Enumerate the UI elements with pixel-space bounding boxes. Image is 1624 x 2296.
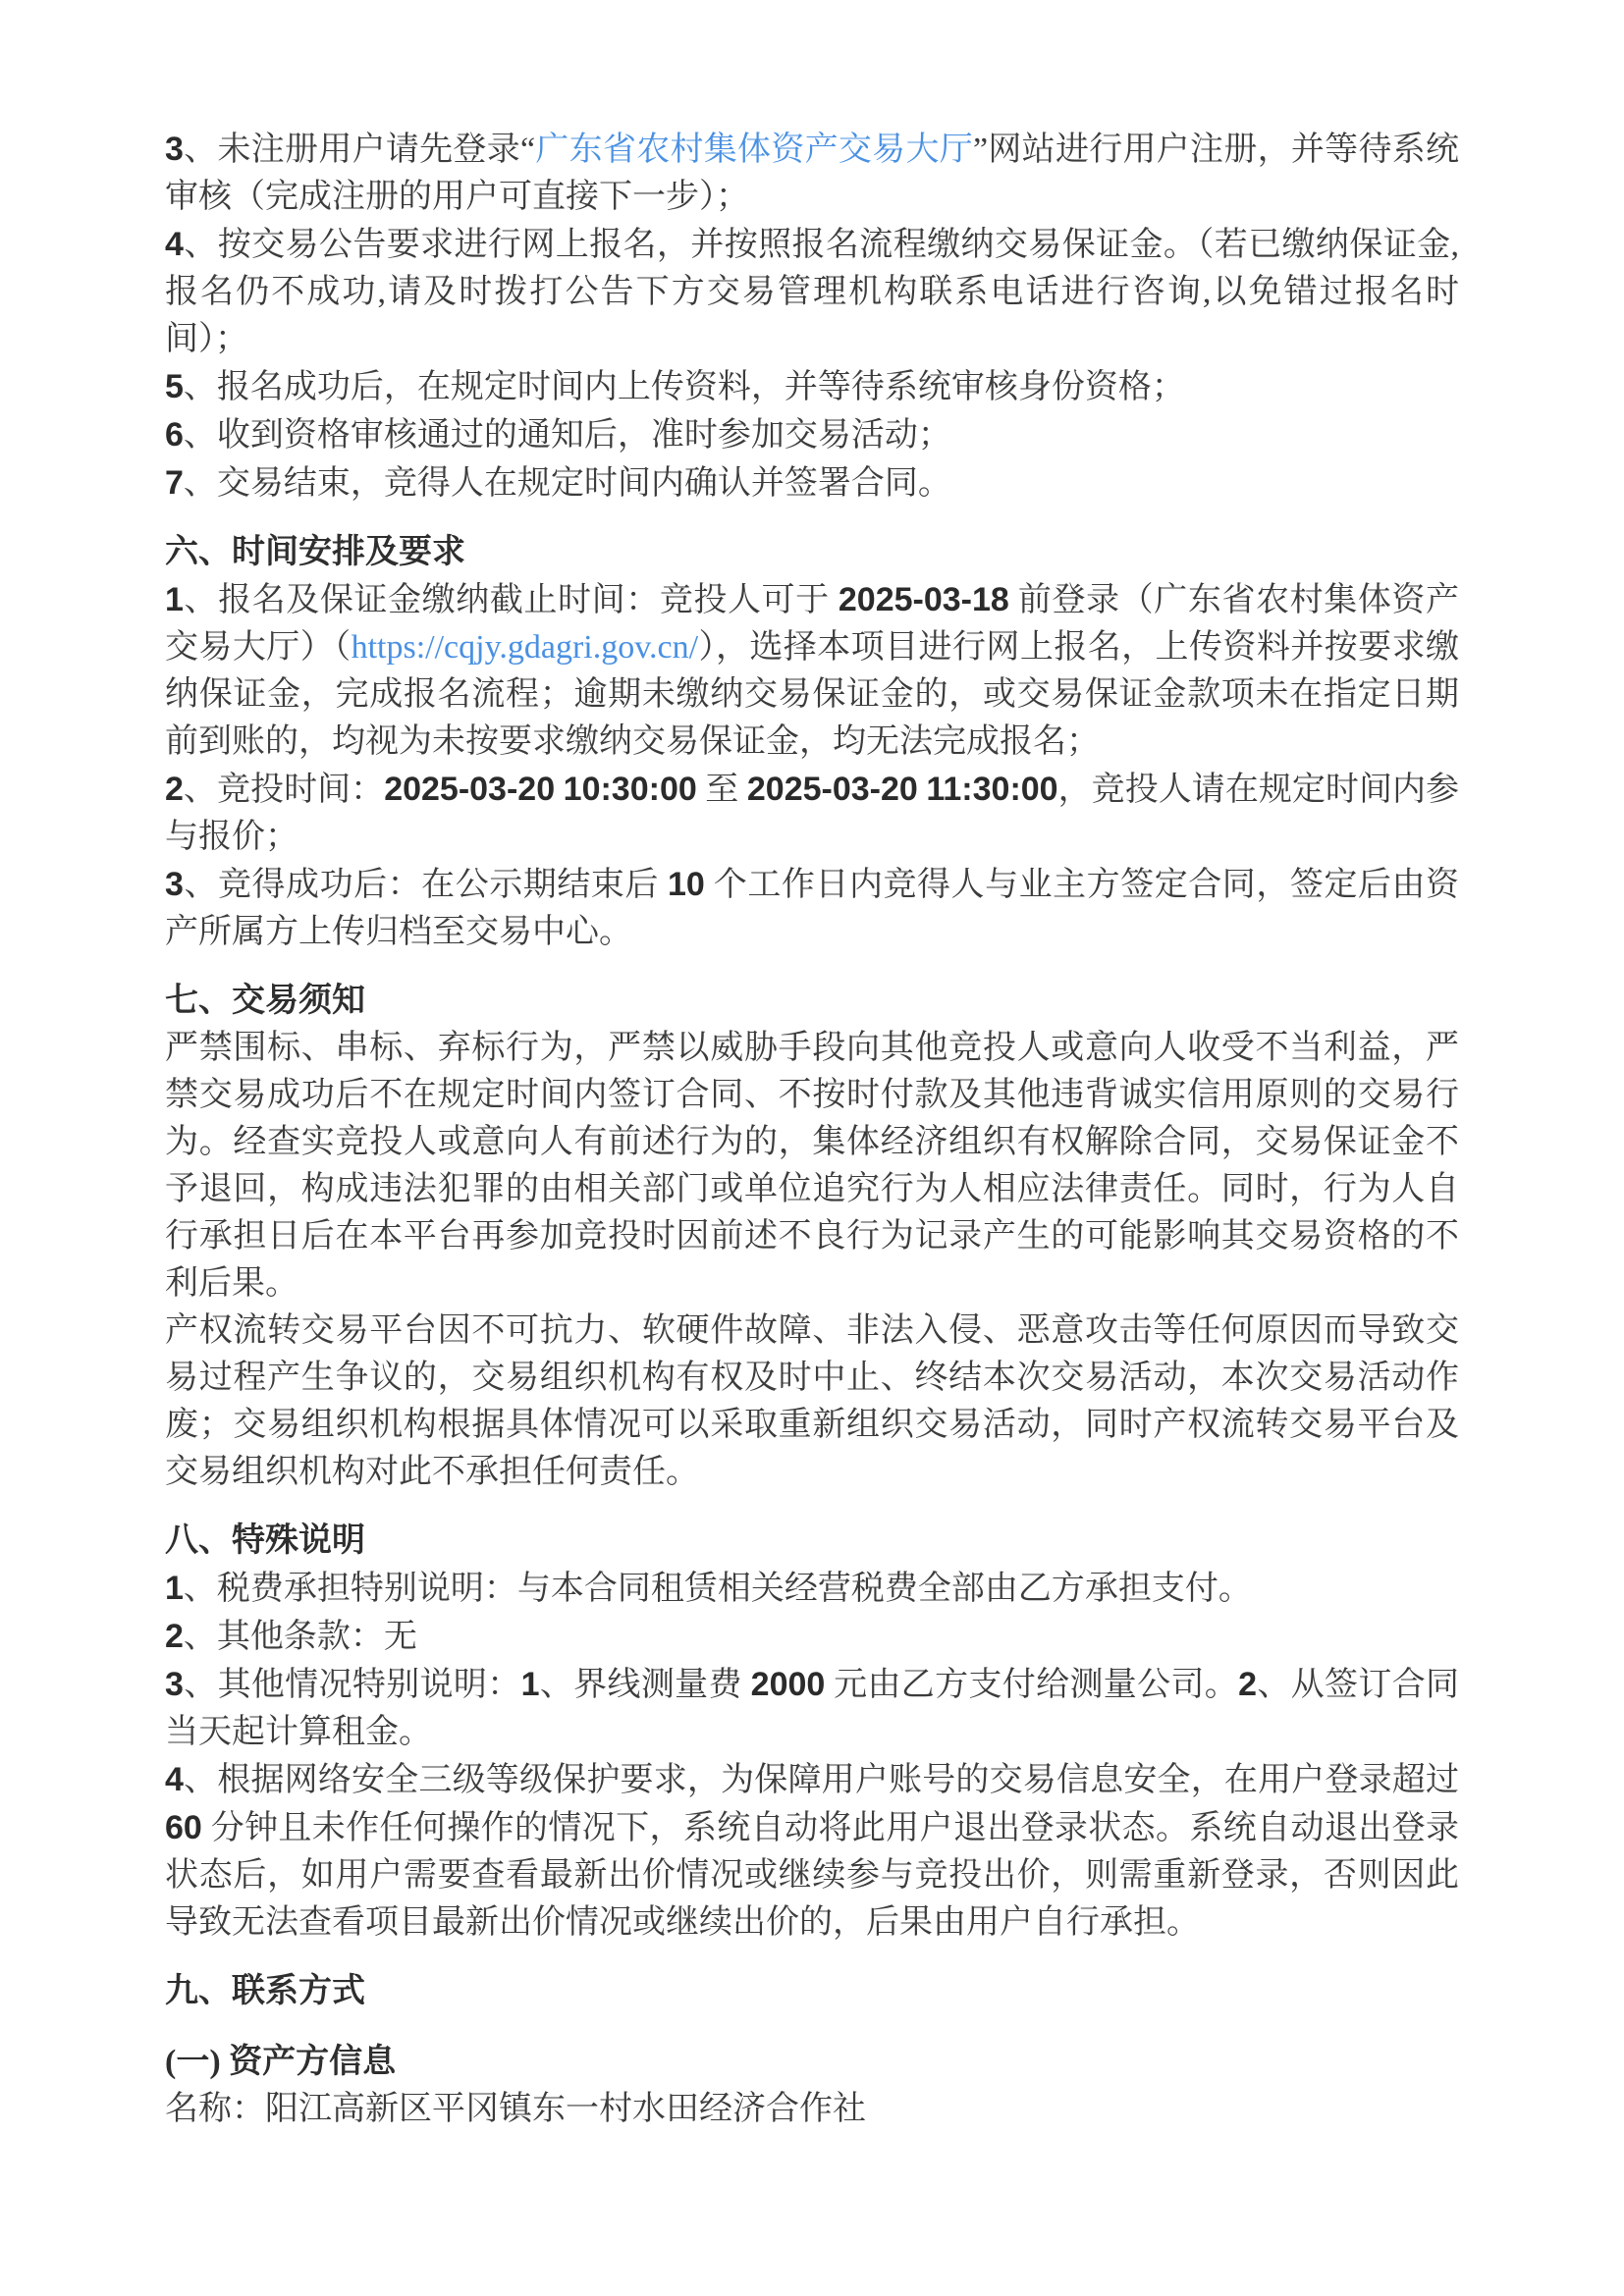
numeric-text: 6 <box>165 416 184 454</box>
text-segment: (一) 资产方信息 <box>165 2044 397 2080</box>
text-segment: 名称：阳江高新区平冈镇东一村水田经济合作社 <box>165 2091 866 2127</box>
numeric-text: 4 <box>165 226 184 263</box>
section-6-item-2 <box>165 766 1459 861</box>
numeric-text: 3 <box>165 1666 184 1703</box>
asset-party-heading <box>165 2039 1459 2086</box>
text-segment: 严禁围标、串标、弃标行为，严禁以威胁手段向其他竞投人或意向人收受不当利益，严禁交易成功后不在规定时间内签订合同、不按时付款及其他违背诚实信用原则的交易行为。经查实竞投人或意向人有前述行为的，集体经济组织有权解除合同，交易保证金不予退回，构成违法犯罪的由相关部门或单位追究行为人相应法律责任。同时，行为人自行承担日后在本平台再参加竞投时因前述不良行为记录产生的可能影响其交易资格的不利后果。 <box>165 1030 1459 1302</box>
numeric-text: 2025-03-20 <box>384 771 556 808</box>
text-segment: 八、特殊说明 <box>165 1522 365 1559</box>
text-segment: 7、交易结束，竞得人在规定时间内确认并签署合同。 <box>165 464 951 502</box>
section-8-item-4 <box>165 1756 1459 1947</box>
text-segment: ），选择本项目进行网上报名，上传资料并按要求缴纳保证金，完成报名流程；逾期未缴纳交易保证金的，或交易保证金款项未在指定日期前到账的，均视为未按要求缴纳交易保证金，均无法完成报名； <box>165 629 1460 760</box>
text-segment: 5、报名成功后，在规定时间内上传资料，并等待系统审核身份资格； <box>165 368 1185 405</box>
step-6 <box>165 411 1459 459</box>
section-7-heading <box>165 978 1459 1025</box>
numeric-text: 2 <box>165 771 184 808</box>
numeric-text: 3 <box>165 131 184 168</box>
text-segment: 3、其他情况特别说明：1、界线测量费 2000 元由乙方支付给测量公司。2、从签订合同当天起计算租金。 <box>165 1666 1460 1750</box>
text-segment: 1、报名及保证金缴纳截止时间：竞投人可于 2025-03-18 前登录（广东省农村集体资产交易大厅）（ <box>165 581 1460 666</box>
numeric-text: 10:30:00 <box>563 771 697 808</box>
numeric-text: 4 <box>165 1761 184 1798</box>
numeric-text: 3 <box>165 866 184 903</box>
section-8-item-2 <box>165 1613 1459 1661</box>
section-7-para-2 <box>165 1308 1459 1496</box>
numeric-text: 1 <box>165 581 184 618</box>
text-segment: 产权流转交易平台因不可抗力、软硬件故障、非法入侵、恶意攻击等任何原因而导致交易过程产生争议的，交易组织机构有权及时中止、终结本次交易活动，本次交易活动作废；交易组织机构根据具体情况可以采取重新组织交易活动，同时产权流转交易平台及交易组织机构对此不承担任何责任。 <box>165 1312 1459 1490</box>
step-5 <box>165 363 1459 411</box>
numeric-text: 60 <box>165 1809 202 1846</box>
inline-link[interactable]: 广东省农村集体资产交易大厅 <box>535 132 974 168</box>
text-segment: 六、时间安排及要求 <box>165 534 465 570</box>
numeric-text: 2025-03-20 <box>746 771 918 808</box>
text-segment: 3、竞得成功后：在公示期结束后 10 个工作日内竞得人与业主方签定合同，签定后由资产所属方上传归档至交易中心。 <box>165 866 1460 950</box>
inline-link[interactable]: https://cqjy.gdagri.gov.cn/ <box>351 629 699 666</box>
numeric-text: 11:30:00 <box>926 771 1058 808</box>
numeric-text: 2000 <box>750 1666 826 1703</box>
step-3 <box>165 126 1459 221</box>
text-segment: 1、税费承担特别说明：与本合同租赁相关经营税费全部由乙方承担支付。 <box>165 1570 1252 1607</box>
step-4 <box>165 221 1459 363</box>
text-segment: 九、联系方式 <box>165 1973 365 2009</box>
text-segment: 6、收到资格审核通过的通知后，准时参加交易活动； <box>165 416 951 454</box>
step-7 <box>165 459 1459 507</box>
section-8-item-3 <box>165 1661 1459 1756</box>
asset-party-name <box>165 2086 1459 2133</box>
numeric-text: 1 <box>165 1570 184 1607</box>
numeric-text: 1 <box>520 1666 540 1703</box>
section-6-item-1 <box>165 576 1459 766</box>
numeric-text: 2 <box>1238 1666 1258 1703</box>
text-segment: 2、竞投时间：2025-03-20 10:30:00 至 2025-03-20 11:30:00，竞投人请在规定时间内参与报价； <box>165 771 1460 855</box>
text-segment: 七、交易须知 <box>165 983 365 1019</box>
section-6-heading <box>165 529 1459 576</box>
section-6-item-3 <box>165 861 1459 956</box>
numeric-text: 10 <box>667 866 705 903</box>
text-segment: ”网站进行用户注册，并等待系统审核（完成注册的用户可直接下一步）； <box>165 132 1460 215</box>
text-segment: 4、根据网络安全三级等级保护要求，为保障用户账号的交易信息安全，在用户登录超过 60 分钟且未作任何操作的情况下，系统自动将此用户退出登录状态。系统自动退出登录状态后，如用户需要查看最新出价情况或继续参与竞投出价，则需重新登录，否则因此导致无法查看项目最新出价情况或继续出价的，后果由用户自行承担。 <box>165 1761 1459 1941</box>
section-9-heading <box>165 1968 1459 2015</box>
section-8-item-1 <box>165 1565 1459 1613</box>
numeric-text: 2025-03-18 <box>838 581 1009 618</box>
numeric-text: 2 <box>165 1618 184 1655</box>
section-7-para-1 <box>165 1025 1459 1308</box>
section-8-heading <box>165 1518 1459 1565</box>
text-segment: 3、未注册用户请先登录“ <box>165 131 536 168</box>
numeric-text: 7 <box>165 464 184 502</box>
numeric-text: 5 <box>165 368 184 405</box>
text-segment: 4、按交易公告要求进行网上报名，并按照报名流程缴纳交易保证金。（若已缴纳保证金,报名仍不成功,请及时拨打公告下方交易管理机构联系电话进行咨询,以免错过报名时间）； <box>165 226 1459 357</box>
text-segment: 2、其他条款：无 <box>165 1618 417 1655</box>
